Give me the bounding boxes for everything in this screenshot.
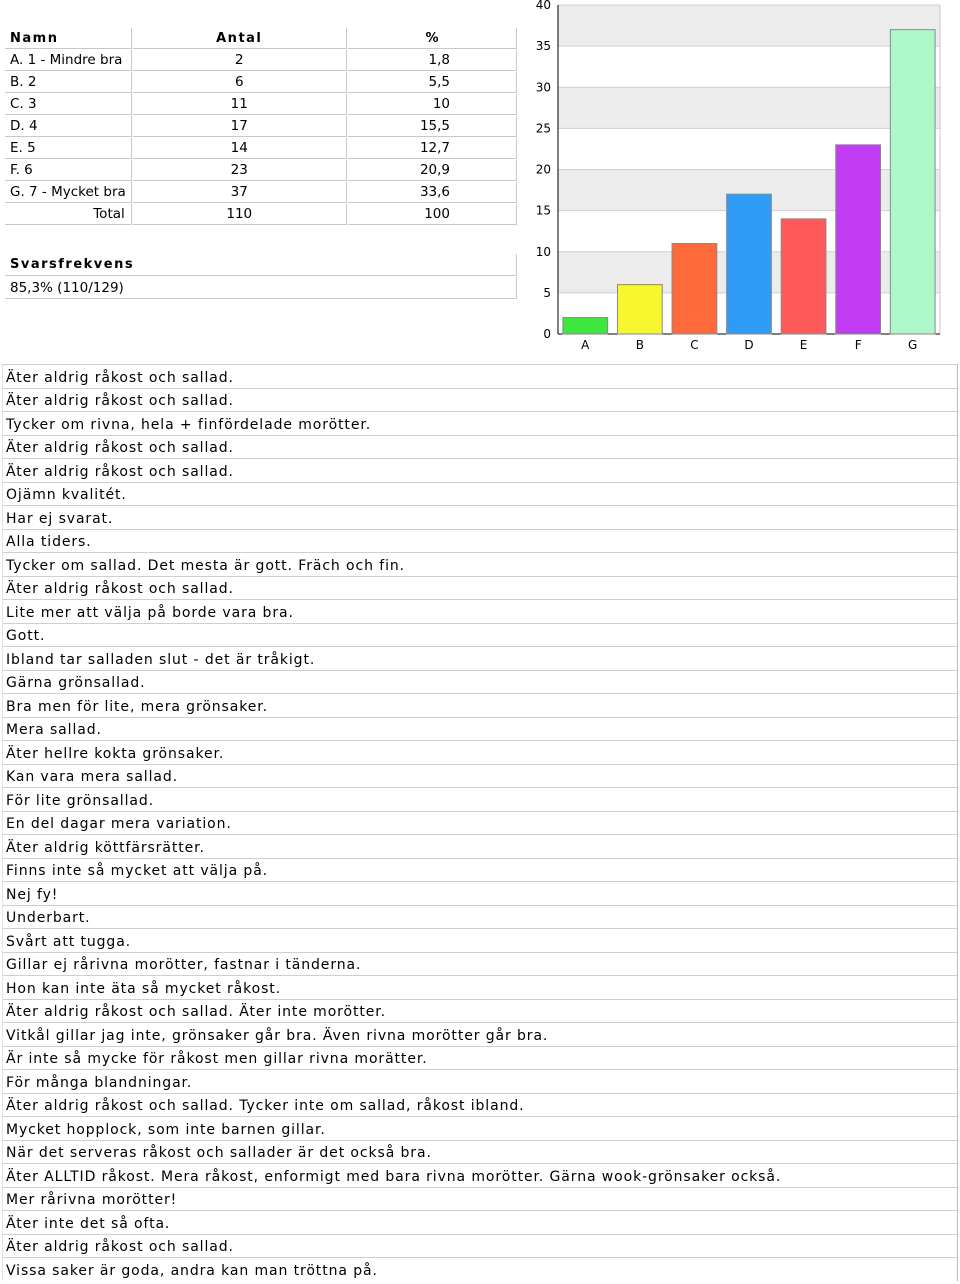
comment-text: Äter aldrig råkost och sallad. [3,1234,958,1258]
bar [727,194,772,334]
row-pct: 33,6 [348,182,517,203]
summary-table-body [5,28,517,225]
row-name: C. 3 [5,94,132,115]
response-rate-value: 85,3% (110/129) [5,277,517,299]
row-name: D. 4 [5,116,132,137]
summary-row [5,138,517,159]
summary-row [5,94,517,115]
grid-band [558,87,940,128]
header-pct: % [348,28,517,49]
comment-text: Lite mer att välja på borde vara bra. [3,600,958,624]
comment-row [3,788,958,812]
comment-row [3,1117,958,1141]
row-count: 17 [133,116,347,137]
comment-row [3,412,958,436]
comment-text: Tycker om rivna, hela + finfördelade morötter. [3,412,958,436]
y-tick-label: 20 [535,162,551,177]
comment-row [3,1187,958,1211]
row-pct: 1,8 [348,50,517,71]
comment-text: Nej fy! [3,882,958,906]
comment-row [3,1023,958,1047]
comment-text: För lite grönsallad. [3,788,958,812]
bar [836,145,881,334]
summary-row [5,72,517,93]
summary-row [5,160,517,181]
summary-total-row [5,204,517,225]
comment-row [3,553,958,577]
comment-text: Äter hellre kokta grönsaker. [3,741,958,765]
comment-row [3,435,958,459]
response-rate-header-row [5,254,517,276]
bar [617,285,662,334]
comment-text: Har ej svarat. [3,506,958,530]
comment-row [3,1046,958,1070]
comment-row [3,905,958,929]
comment-row [3,506,958,530]
comment-text: Är inte så mycke för råkost men gillar rivna morätter. [3,1046,958,1070]
comment-row [3,600,958,624]
comment-row [3,576,958,600]
comment-row [3,858,958,882]
row-count: 11 [133,94,347,115]
y-tick-label: 35 [535,39,551,54]
x-tick-label: D [744,338,754,352]
comment-text: Alla tiders. [3,529,958,553]
header-name: Namn [5,28,132,49]
row-count: 6 [133,72,347,93]
comment-text: Gillar ej rårivna morötter, fastnar i tänderna. [3,952,958,976]
comment-text: När det serveras råkost och sallader är det också bra. [3,1140,958,1164]
y-tick-label: 10 [535,244,551,259]
comment-text: Vissa saker är goda, andra kan man tröttna på. [3,1258,958,1281]
total-pct: 100 [348,204,517,225]
comment-row [3,976,958,1000]
x-tick-label: E [799,338,808,352]
row-pct: 5,5 [348,72,517,93]
total-label: Total [5,204,132,225]
comment-row [3,482,958,506]
comment-text: Finns inte så mycket att välja på. [3,858,958,882]
row-name: A. 1 - Mindre bra [5,50,132,71]
comment-text: Äter aldrig råkost och sallad. [3,576,958,600]
comment-row [3,365,958,389]
comment-row [3,835,958,859]
comment-text: Kan vara mera sallad. [3,764,958,788]
comment-row [3,647,958,671]
comment-text: Svårt att tugga. [3,929,958,953]
y-tick-label: 0 [543,327,551,341]
comment-row [3,1211,958,1235]
row-name: E. 5 [5,138,132,159]
comment-text: Gärna grönsallad. [3,670,958,694]
comments-table-body [3,365,958,1281]
comment-text: Äter aldrig råkost och sallad. [3,459,958,483]
summary-row [5,182,517,203]
comment-row [3,1093,958,1117]
row-pct: 12,7 [348,138,517,159]
comment-row [3,717,958,741]
comment-text: Gott. [3,623,958,647]
comment-text: Ojämn kvalitét. [3,482,958,506]
comment-row [3,623,958,647]
comment-text: En del dagar mera variation. [3,811,958,835]
comment-row [3,1070,958,1094]
x-tick-label: C [690,338,699,352]
row-count: 23 [133,160,347,181]
bar [563,318,608,334]
comment-row [3,1234,958,1258]
row-count: 14 [133,138,347,159]
summary-row [5,50,517,71]
comment-row [3,388,958,412]
header-count: Antal [133,28,347,49]
comment-row [3,529,958,553]
comment-text: Hon kan inte äta så mycket råkost. [3,976,958,1000]
comment-row [3,1258,958,1281]
y-tick-label: 25 [535,121,551,136]
comment-text: Underbart. [3,905,958,929]
comment-row [3,929,958,953]
comment-row [3,741,958,765]
bar [672,244,717,334]
comment-text: Vitkål gillar jag inte, grönsaker går bra. Även rivna morötter går bra. [3,1023,958,1047]
bar [781,219,826,334]
comment-row [3,670,958,694]
summary-row [5,116,517,137]
comment-text: Äter aldrig råkost och sallad. [3,388,958,412]
comment-row [3,811,958,835]
x-tick-label: G [908,338,918,352]
comment-row [3,952,958,976]
row-pct: 20,9 [348,160,517,181]
comment-text: Äter aldrig råkost och sallad. [3,365,958,389]
comment-text: För många blandningar. [3,1070,958,1094]
comment-row [3,459,958,483]
row-name: B. 2 [5,72,132,93]
row-count: 37 [133,182,347,203]
y-tick-label: 5 [543,285,551,300]
bar [890,30,935,334]
comment-row [3,1140,958,1164]
x-tick-label: A [581,338,590,352]
y-tick-label: 40 [535,0,551,12]
total-count: 110 [133,204,347,225]
comment-text: Äter ALLTID råkost. Mera råkost, enformigt med bara rivna morötter. Gärna wook-grönsaker också. [3,1164,958,1188]
comment-text: Mycket hopplock, som inte barnen gillar. [3,1117,958,1141]
comment-text: Mer rårivna morötter! [3,1187,958,1211]
comment-text: Äter aldrig köttfärsrätter. [3,835,958,859]
comment-text: Äter aldrig råkost och sallad. [3,435,958,459]
comment-text: Äter aldrig råkost och sallad. Äter inte morötter. [3,999,958,1023]
comment-text: Bra men för lite, mera grönsaker. [3,694,958,718]
summary-header-row [5,28,517,49]
comment-text: Äter aldrig råkost och sallad. Tycker inte om sallad, råkost ibland. [3,1093,958,1117]
row-count: 2 [133,50,347,71]
y-tick-label: 15 [535,203,551,218]
comment-text: Tycker om sallad. Det mesta är gott. Fräch och fin. [3,553,958,577]
row-pct: 10 [348,94,517,115]
row-name: G. 7 - Mycket bra [5,182,132,203]
distribution-bar-chart [528,0,958,360]
comment-text: Äter inte det så ofta. [3,1211,958,1235]
response-rate-label: Svarsfrekvens [5,254,517,276]
comment-row [3,1164,958,1188]
y-tick-label: 30 [535,80,551,95]
comment-text: Ibland tar salladen slut - det är tråkigt. [3,647,958,671]
x-tick-label: F [854,338,862,352]
x-tick-label: B [635,338,644,352]
row-pct: 15,5 [348,116,517,137]
comment-row [3,999,958,1023]
row-name: F. 6 [5,160,132,181]
comment-row [3,882,958,906]
response-rate-row [5,277,517,299]
comment-text: Mera sallad. [3,717,958,741]
summary-table [4,27,518,226]
comment-row [3,764,958,788]
response-rate-table [4,253,518,300]
grid-band [558,5,940,46]
comments-table [2,364,958,1281]
comment-row [3,694,958,718]
